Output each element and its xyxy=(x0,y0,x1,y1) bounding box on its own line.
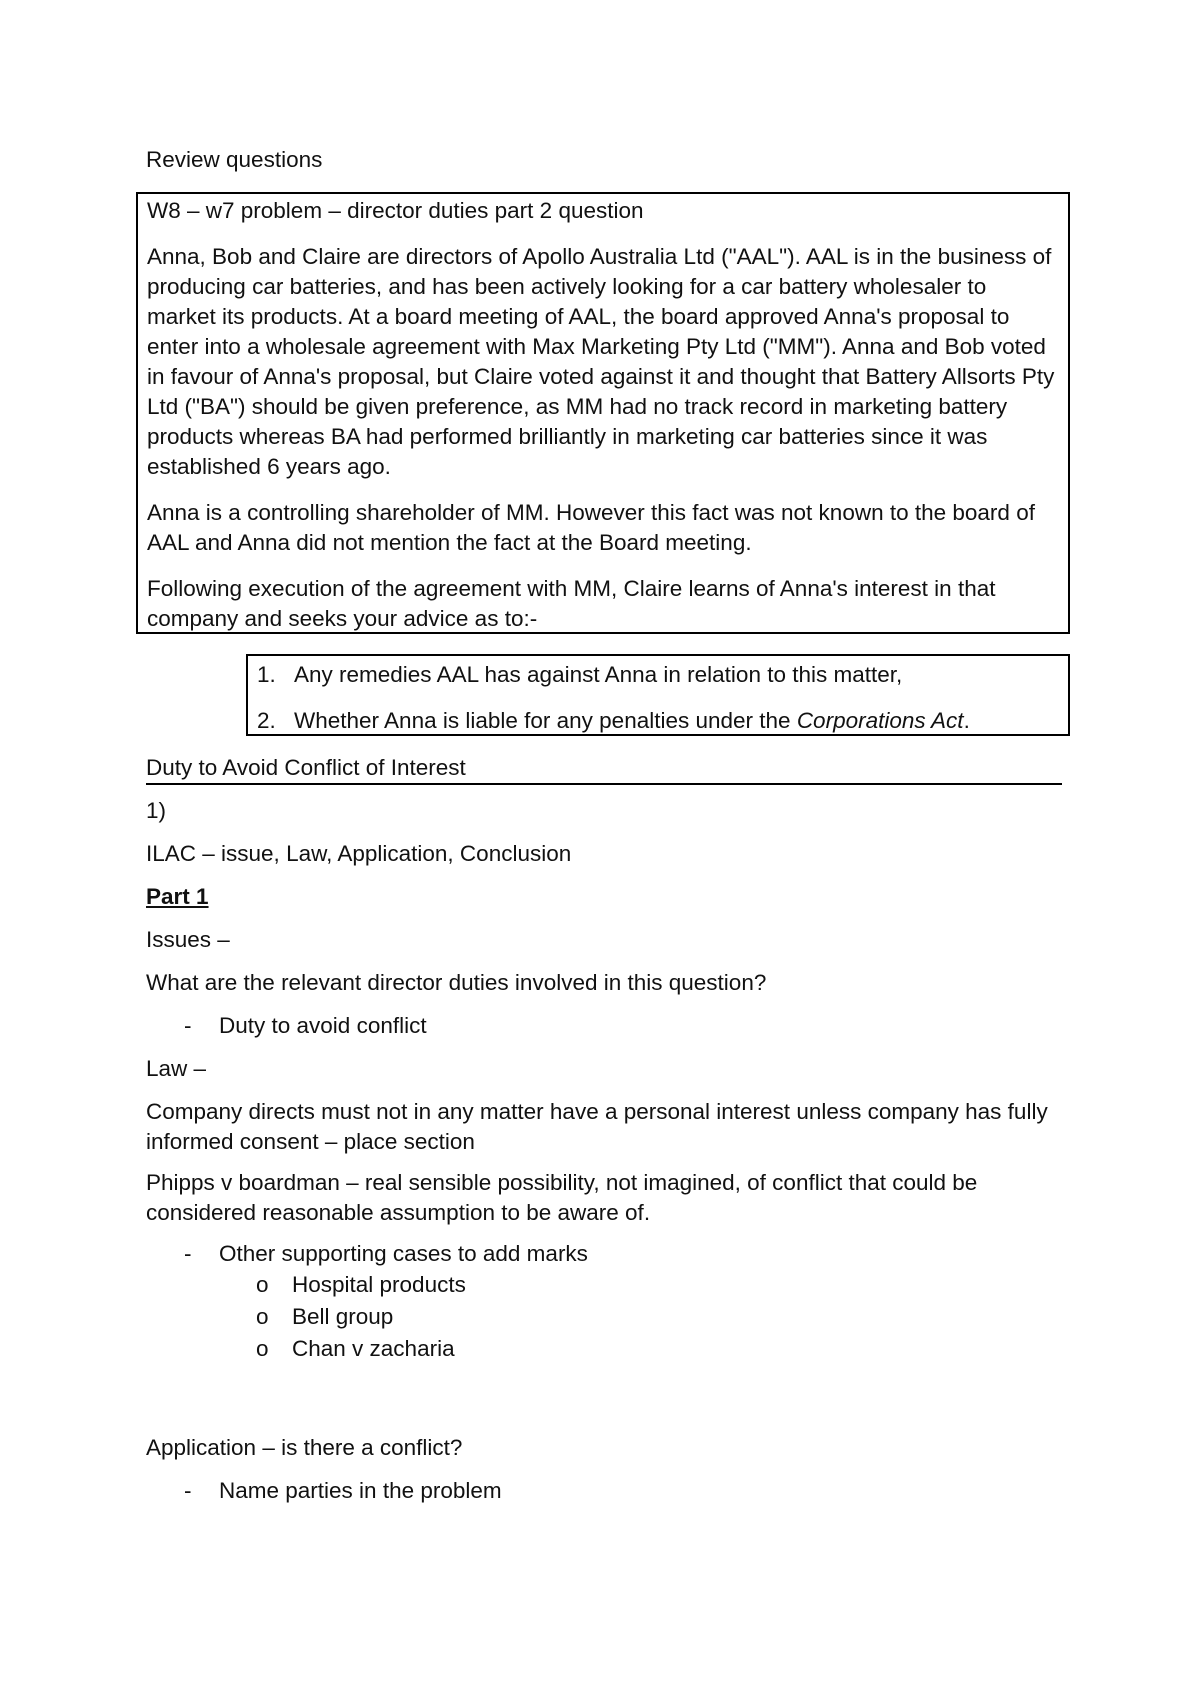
phipps-text: Phipps v boardman – real sensible possibility, not imagined, of conflict that could be considered reasonable assumption to be aware of. xyxy=(146,1170,978,1225)
questions-box xyxy=(246,654,1070,736)
bullet-item xyxy=(146,1011,1076,1041)
case-name: Bell group xyxy=(292,1304,394,1329)
question-text-part: . xyxy=(963,708,970,733)
problem-paragraph: Following execution of the agreement with MM, Claire learns of Anna's interest in that company and seeks your advice as to:- xyxy=(147,576,996,631)
list-item xyxy=(146,1334,1076,1366)
question-number: 1. xyxy=(257,662,276,687)
dash-marker: - xyxy=(184,1478,192,1503)
law-text: Company directs must not in any matter have a personal interest unless company has fully informed consent – place section xyxy=(146,1099,1048,1154)
dash-marker: - xyxy=(184,1241,192,1266)
bullet-text: Name parties in the problem xyxy=(219,1478,502,1503)
question-text: Any remedies AAL has against Anna in relation to this matter, xyxy=(294,662,903,687)
sub-bullet-marker: o xyxy=(256,1336,269,1361)
bullet-text: Duty to avoid conflict xyxy=(219,1013,427,1038)
problem-paragraph: Anna is a controlling shareholder of MM. However this fact was not known to the board of AAL and Anna did not mention the fact at the Board meeting. xyxy=(147,500,1035,555)
question-text xyxy=(294,706,970,736)
case-name: Chan v zacharia xyxy=(292,1336,455,1361)
problem-box xyxy=(136,192,1070,634)
problem-heading: W8 – w7 problem – director duties part 2 question xyxy=(147,198,644,223)
dash-marker: - xyxy=(184,1013,192,1038)
page-title: Review questions xyxy=(146,147,323,172)
application-label: Application – is there a conflict? xyxy=(146,1435,463,1460)
list-item xyxy=(146,1302,1076,1334)
ilac-line: ILAC – issue, Law, Application, Conclusion xyxy=(146,841,572,866)
part-heading: Part 1 xyxy=(146,884,209,909)
sub-bullet-marker: o xyxy=(256,1272,269,1297)
issues-question: What are the relevant director duties involved in this question? xyxy=(146,970,767,995)
question-number: 2. xyxy=(257,708,276,733)
section-heading-text: Duty to Avoid Conflict of Interest xyxy=(146,755,466,780)
question-text-part: Whether Anna is liable for any penalties under the xyxy=(294,708,797,733)
sub-bullet-marker: o xyxy=(256,1304,269,1329)
answer-number: 1) xyxy=(146,798,167,823)
question-item xyxy=(257,706,1060,736)
bullet-item xyxy=(146,1476,1076,1506)
bullet-text: Other supporting cases to add marks xyxy=(219,1241,588,1266)
case-name: Hospital products xyxy=(292,1272,466,1297)
supporting-cases-list xyxy=(146,1270,1076,1366)
problem-paragraph: Anna, Bob and Claire are directors of Apollo Australia Ltd ("AAL"). AAL is in the business of producing car batteries, and has been actively looking for a car battery wholesaler to market its products. At a board meeting of AAL, the board approved Anna's proposal to enter into a wholesale agreement with Max Marketing Pty Ltd ("MM"). Anna and Bob voted in favour of Anna's proposal, but Claire voted against it and thought that Battery Allsorts Pty Ltd ("BA") should be given preference, as MM had no track record in marketing battery products whereas BA had performed brilliantly in marketing car batteries since it was established 6 years ago. xyxy=(147,244,1055,479)
list-item xyxy=(146,1270,1076,1302)
section-heading xyxy=(146,753,1062,785)
question-item xyxy=(257,660,1060,690)
act-name: Corporations Act xyxy=(796,708,964,733)
law-label: Law – xyxy=(146,1056,207,1081)
bullet-item xyxy=(146,1239,1076,1269)
issues-label: Issues – xyxy=(146,927,230,952)
